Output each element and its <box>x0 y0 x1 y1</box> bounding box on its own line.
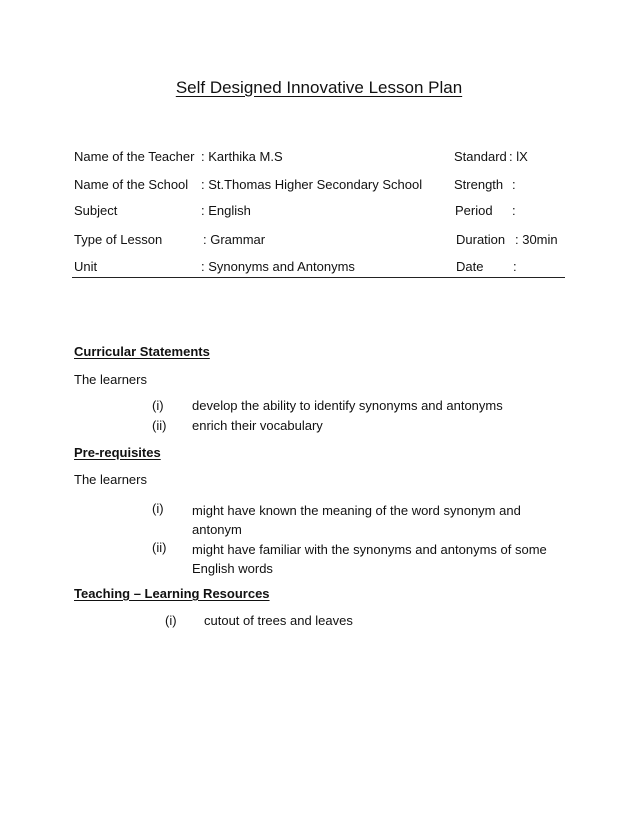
prerequisites-item-2-text: might have familiar with the synonyms and antonyms of some English words <box>192 542 547 576</box>
prerequisites-intro: The learners <box>74 472 147 487</box>
date-value: : <box>513 259 517 274</box>
subject-label: Subject <box>74 203 118 218</box>
standard-label: Standard <box>454 149 507 164</box>
lesson-type-value: : Grammar <box>203 232 266 247</box>
duration-label: Duration <box>456 232 506 247</box>
curricular-item-2-num: (ii) <box>152 418 167 433</box>
unit-label: Unit <box>74 259 98 274</box>
document-title: Self Designed Innovative Lesson Plan <box>175 78 463 97</box>
curricular-heading: Curricular Statements <box>74 344 210 359</box>
prerequisites-item-1-num: (i) <box>152 501 164 516</box>
curricular-item-1-text: develop the ability to identify synonyms and antonyms <box>192 398 503 413</box>
teacher-label: Name of the Teacher <box>74 149 195 164</box>
lesson-type-label: Type of Lesson <box>74 232 163 247</box>
date-label: Date <box>456 259 484 274</box>
curricular-item-2-text: enrich their vocabulary <box>192 418 323 433</box>
resources-item-1-num: (i) <box>165 613 177 628</box>
subject-value: : English <box>201 203 251 218</box>
prerequisites-item-2-num: (ii) <box>152 540 167 555</box>
duration-value: : 30min <box>515 232 558 247</box>
curricular-item-1-num: (i) <box>152 398 164 413</box>
resources-heading: Teaching – Learning Resources <box>74 586 270 601</box>
school-label: Name of the School <box>74 177 189 192</box>
curricular-intro: The learners <box>74 372 147 387</box>
unit-value: : Synonyms and Antonyms <box>201 259 355 274</box>
period-label: Period <box>455 203 493 218</box>
prerequisites-heading: Pre-requisites <box>74 445 161 460</box>
period-value: : <box>512 203 516 218</box>
resources-item-1-text: cutout of trees and leaves <box>204 613 353 628</box>
strength-value: : <box>512 177 516 192</box>
prerequisites-item-1-text: might have known the meaning of the word synonym and antonym <box>192 503 521 537</box>
header-divider <box>72 277 565 278</box>
school-value: : St.Thomas Higher Secondary School <box>201 177 423 192</box>
teacher-value: : Karthika M.S <box>201 149 283 164</box>
standard-value: : lX <box>509 149 528 164</box>
strength-label: Strength <box>454 177 504 192</box>
